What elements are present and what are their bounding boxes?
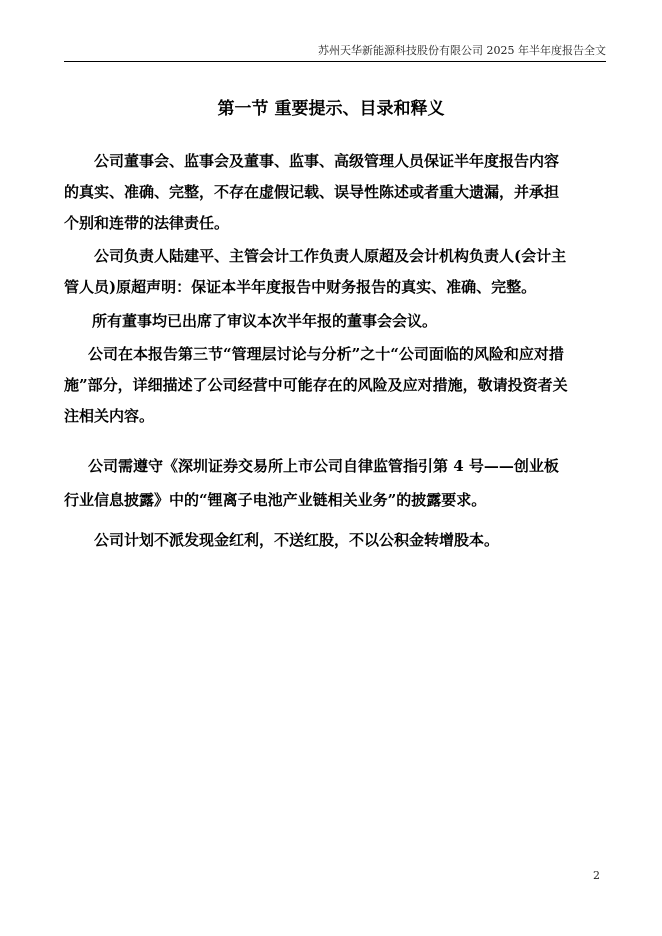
paragraph-dividend-plan	[64, 525, 604, 556]
paragraph-line: 公司董事会、监事会及董事、监事、高级管理人员保证半年度报告内容	[94, 152, 560, 170]
paragraph-risk-notice	[64, 339, 604, 432]
paragraph-line: 管人员)原超声明：保证本半年度报告中财务报告的真实、准确、完整。	[64, 278, 537, 296]
running-header: 苏州天华新能源科技股份有限公司 2025 年半年度报告全文	[318, 44, 606, 57]
paragraph-line: 行业信息披露》中的“锂离子电池产业链相关业务”的披露要求。	[64, 491, 487, 509]
header-divider	[64, 61, 606, 62]
page-number: 2	[593, 869, 600, 882]
paragraph-disclosure-requirement	[64, 449, 604, 517]
paragraph-line: 施”部分，详细描述了公司经营中可能存在的风险及应对措施，敬请投资者关	[64, 376, 568, 394]
paragraph-board-attendance	[64, 306, 604, 337]
paragraph-responsibility-statement	[64, 146, 604, 239]
paragraph-line: 所有董事均已出席了审议本次半年报的董事会会议。	[92, 312, 438, 330]
paragraph-line: 注相关内容。	[64, 407, 155, 425]
paragraph-line: 的真实、准确、完整，不存在虚假记载、误导性陈述或者重大遗漏，并承担	[64, 183, 560, 201]
section-title: 第一节 重要提示、目录和释义	[217, 99, 445, 119]
paragraph-line: 个别和连带的法律责任。	[64, 214, 230, 232]
paragraph-line: 公司需遵守《深圳证券交易所上市公司自律监管指引第 4 号——创业板	[88, 457, 559, 475]
paragraph-line: 公司负责人陆建平、主管会计工作负责人原超及会计机构负责人(会计主	[94, 247, 567, 265]
paragraph-line: 公司在本报告第三节“管理层讨论与分析”之十“公司面临的风险和应对措	[88, 345, 564, 363]
paragraph-financial-declaration	[64, 241, 604, 303]
paragraph-line: 公司计划不派发现金红利，不送红股，不以公积金转增股本。	[94, 531, 500, 549]
